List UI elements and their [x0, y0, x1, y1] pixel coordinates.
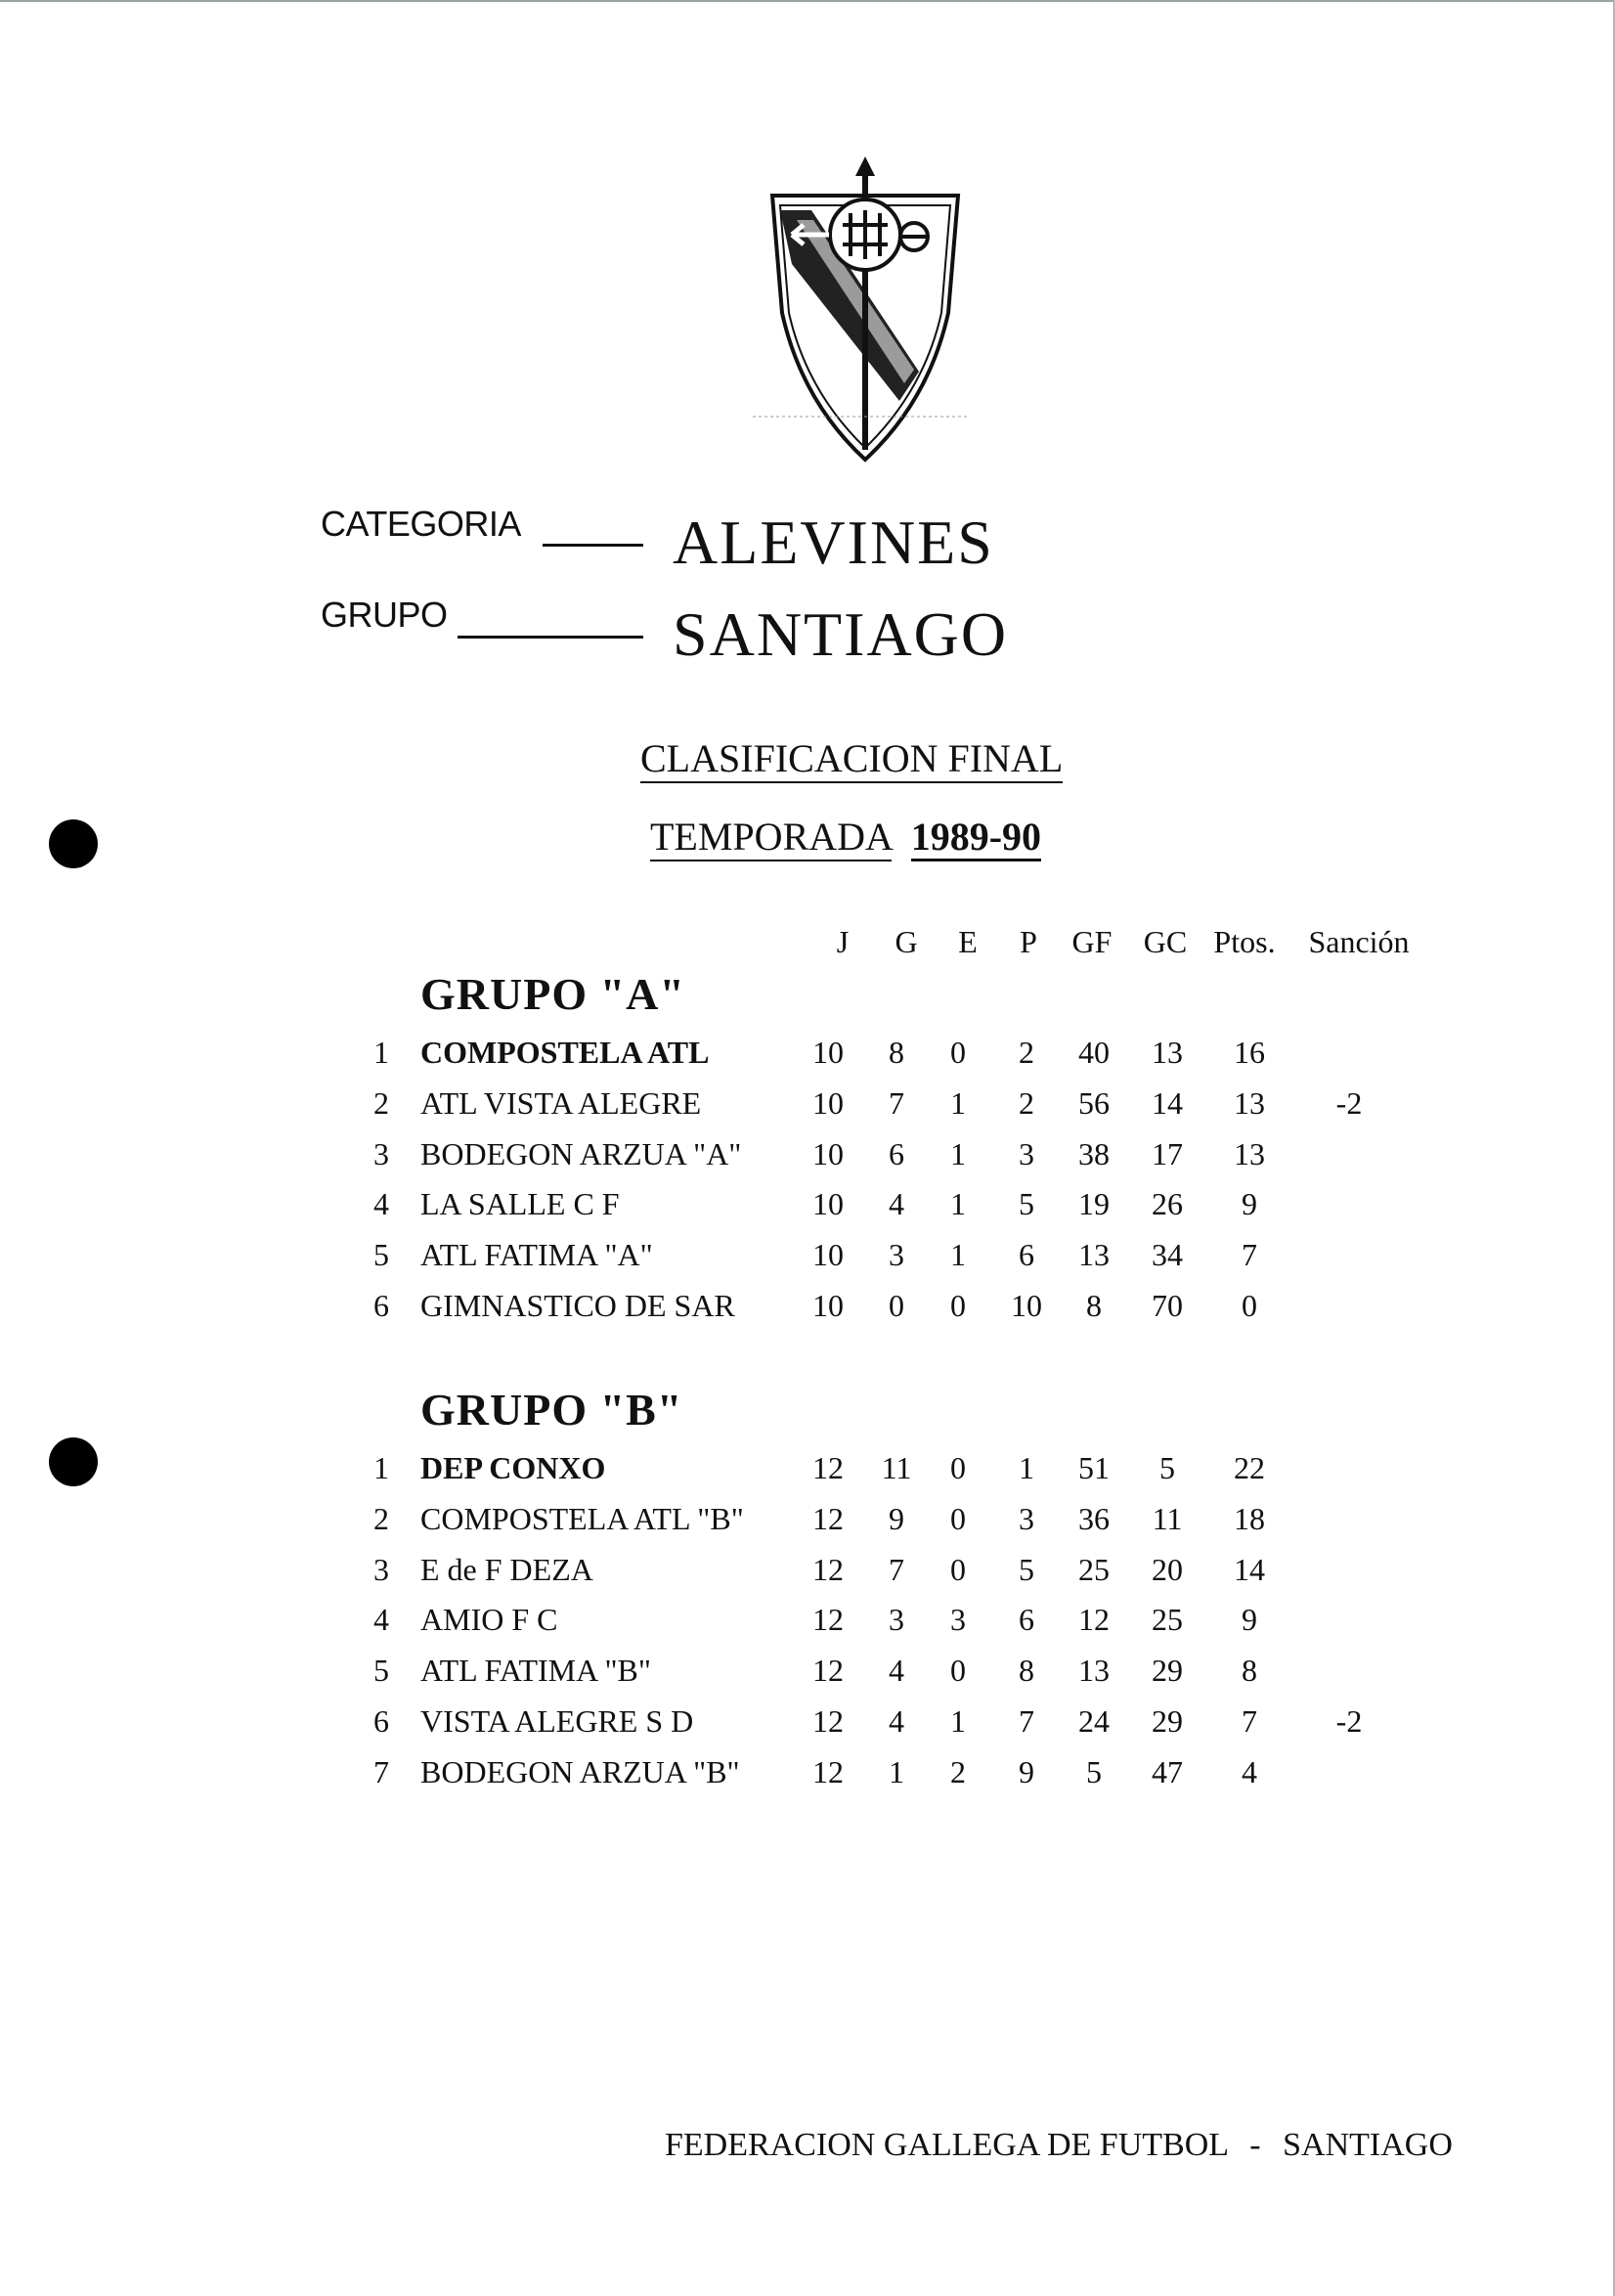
row-ptos: 14 — [1234, 1551, 1265, 1587]
table-row — [0, 1186, 1615, 1235]
row-team: GIMNASTICO DE SAR — [420, 1288, 735, 1323]
row-gc: 13 — [1152, 1035, 1183, 1070]
row-position: 2 — [373, 1500, 389, 1536]
row-e: 0 — [950, 1450, 966, 1485]
row-ptos: 4 — [1242, 1753, 1257, 1789]
row-gf: 51 — [1078, 1450, 1110, 1485]
row-j: 12 — [812, 1703, 844, 1739]
row-gf: 19 — [1078, 1186, 1110, 1222]
row-p: 6 — [1019, 1237, 1034, 1273]
col-head-ptos: Ptos. — [1213, 924, 1276, 959]
row-ptos: 9 — [1242, 1186, 1257, 1222]
row-j: 12 — [812, 1551, 844, 1587]
row-gf: 40 — [1078, 1035, 1110, 1070]
row-p: 6 — [1019, 1602, 1034, 1638]
col-head-sancion: Sanción — [1308, 924, 1410, 959]
table-row — [0, 1237, 1615, 1286]
row-p: 2 — [1019, 1035, 1034, 1070]
table-row — [0, 1136, 1615, 1185]
row-e: 0 — [950, 1500, 966, 1536]
categoria-value: ALEVINES — [673, 508, 994, 577]
row-position: 5 — [373, 1653, 389, 1689]
categoria-label: CATEGORIA — [321, 504, 521, 544]
row-p: 9 — [1019, 1753, 1034, 1789]
row-j: 10 — [812, 1135, 844, 1171]
row-e: 3 — [950, 1602, 966, 1638]
row-team: BODEGON ARZUA "A" — [420, 1135, 742, 1171]
table-row — [0, 1288, 1615, 1337]
row-gf: 24 — [1078, 1703, 1110, 1739]
classification-title-text: CLASIFICACION FINAL — [640, 736, 1063, 783]
row-gc: 5 — [1159, 1450, 1175, 1485]
table-row — [0, 1085, 1615, 1134]
season-value: 1989-90 — [911, 815, 1041, 861]
table-row — [0, 1602, 1615, 1651]
row-gf: 56 — [1078, 1084, 1110, 1121]
row-team: COMPOSTELA ATL — [420, 1035, 710, 1070]
row-gf: 5 — [1086, 1753, 1102, 1789]
row-gc: 17 — [1152, 1135, 1183, 1171]
row-gc: 14 — [1152, 1084, 1183, 1121]
row-sancion: -2 — [1335, 1703, 1363, 1739]
row-team: VISTA ALEGRE S D — [420, 1703, 694, 1739]
row-g: 11 — [881, 1450, 912, 1485]
row-j: 12 — [812, 1602, 844, 1638]
row-position: 1 — [373, 1450, 389, 1485]
row-e: 1 — [950, 1703, 966, 1739]
row-j: 12 — [812, 1450, 844, 1485]
row-gc: 34 — [1152, 1237, 1183, 1273]
row-sancion: -2 — [1335, 1084, 1363, 1121]
row-team: DEP CONXO — [420, 1450, 606, 1485]
season-line — [650, 814, 1041, 860]
grupo-label: GRUPO — [321, 595, 448, 635]
row-p: 5 — [1019, 1551, 1034, 1587]
row-e: 1 — [950, 1135, 966, 1171]
row-team: ATL VISTA ALEGRE — [420, 1084, 702, 1121]
row-g: 6 — [889, 1135, 904, 1171]
row-position: 7 — [373, 1753, 389, 1789]
row-p: 7 — [1019, 1703, 1034, 1739]
row-position: 3 — [373, 1135, 389, 1171]
row-e: 0 — [950, 1551, 966, 1587]
row-gf: 13 — [1078, 1653, 1110, 1689]
table-row — [0, 1552, 1615, 1601]
table-row — [0, 1703, 1615, 1752]
row-p: 3 — [1019, 1135, 1034, 1171]
page-edge-top — [0, 0, 1615, 2]
row-team: LA SALLE C F — [420, 1186, 620, 1222]
row-j: 10 — [812, 1237, 844, 1273]
punch-hole-top — [49, 819, 98, 868]
row-team: ATL FATIMA "A" — [420, 1237, 653, 1273]
row-p: 3 — [1019, 1500, 1034, 1536]
row-p: 8 — [1019, 1653, 1034, 1689]
row-p: 5 — [1019, 1186, 1034, 1222]
row-gc: 20 — [1152, 1551, 1183, 1587]
row-position: 4 — [373, 1602, 389, 1638]
classification-title — [640, 735, 1063, 781]
row-g: 3 — [889, 1602, 904, 1638]
row-team: ATL FATIMA "B" — [420, 1653, 651, 1689]
table-row — [0, 1035, 1615, 1083]
table-row — [0, 1501, 1615, 1550]
row-j: 12 — [812, 1753, 844, 1789]
group-a-title: GRUPO "A" — [420, 969, 685, 1019]
row-gc: 70 — [1152, 1288, 1183, 1323]
row-position: 6 — [373, 1703, 389, 1739]
temporada-label: TEMPORADA — [650, 815, 892, 861]
row-gf: 38 — [1078, 1135, 1110, 1171]
row-gc: 11 — [1152, 1500, 1183, 1536]
row-position: 3 — [373, 1551, 389, 1587]
footer-separator: - — [1249, 2127, 1261, 2163]
col-head-j: J — [836, 924, 850, 959]
federation-crest-icon — [753, 156, 978, 469]
row-team: AMIO F C — [420, 1602, 558, 1638]
row-ptos: 9 — [1242, 1602, 1257, 1638]
row-g: 7 — [889, 1551, 904, 1587]
row-g: 8 — [889, 1035, 904, 1070]
row-g: 3 — [889, 1237, 904, 1273]
row-gf: 25 — [1078, 1551, 1110, 1587]
row-gf: 8 — [1086, 1288, 1102, 1323]
row-j: 10 — [812, 1288, 844, 1323]
grupo-line — [458, 636, 643, 639]
row-position: 5 — [373, 1237, 389, 1273]
row-gc: 29 — [1152, 1653, 1183, 1689]
row-ptos: 16 — [1234, 1035, 1265, 1070]
row-p: 2 — [1019, 1084, 1034, 1121]
row-p: 1 — [1019, 1450, 1034, 1485]
footer-org: FEDERACION GALLEGA DE FUTBOL — [665, 2127, 1228, 2163]
row-g: 0 — [889, 1288, 904, 1323]
row-j: 10 — [812, 1035, 844, 1070]
row-ptos: 7 — [1242, 1703, 1257, 1739]
row-e: 0 — [950, 1035, 966, 1070]
row-ptos: 0 — [1242, 1288, 1257, 1323]
row-e: 0 — [950, 1653, 966, 1689]
row-e: 1 — [950, 1237, 966, 1273]
row-gf: 12 — [1078, 1602, 1110, 1638]
row-e: 2 — [950, 1753, 966, 1789]
row-gc: 29 — [1152, 1703, 1183, 1739]
row-gc: 25 — [1152, 1602, 1183, 1638]
row-e: 0 — [950, 1288, 966, 1323]
table-row — [0, 1653, 1615, 1701]
row-gf: 13 — [1078, 1237, 1110, 1273]
row-position: 1 — [373, 1035, 389, 1070]
row-ptos: 8 — [1242, 1653, 1257, 1689]
row-e: 1 — [950, 1084, 966, 1121]
row-ptos: 13 — [1234, 1135, 1265, 1171]
row-g: 4 — [889, 1703, 904, 1739]
categoria-line — [543, 544, 643, 547]
grupo-value: SANTIAGO — [673, 599, 1009, 669]
row-position: 4 — [373, 1186, 389, 1222]
col-head-p: P — [1020, 924, 1037, 959]
col-head-gc: GC — [1143, 924, 1188, 959]
footer-city: SANTIAGO — [1283, 2127, 1453, 2163]
row-g: 1 — [889, 1753, 904, 1789]
group-b-title: GRUPO "B" — [420, 1385, 683, 1435]
row-ptos: 13 — [1234, 1084, 1265, 1121]
row-g: 4 — [889, 1653, 904, 1689]
table-row — [0, 1450, 1615, 1499]
row-team: COMPOSTELA ATL "B" — [420, 1500, 744, 1536]
row-gc: 47 — [1152, 1753, 1183, 1789]
col-head-e: E — [958, 924, 978, 959]
row-gf: 36 — [1078, 1500, 1110, 1536]
row-position: 6 — [373, 1288, 389, 1323]
row-gc: 26 — [1152, 1186, 1183, 1222]
row-e: 1 — [950, 1186, 966, 1222]
row-j: 12 — [812, 1653, 844, 1689]
row-position: 2 — [373, 1084, 389, 1121]
row-g: 7 — [889, 1084, 904, 1121]
row-g: 4 — [889, 1186, 904, 1222]
row-j: 10 — [812, 1186, 844, 1222]
col-head-g: G — [895, 924, 918, 959]
row-ptos: 22 — [1234, 1450, 1265, 1485]
row-p: 10 — [1011, 1288, 1042, 1323]
footer — [665, 2127, 1453, 2164]
row-ptos: 18 — [1234, 1500, 1265, 1536]
col-head-gf: GF — [1071, 924, 1113, 959]
row-j: 10 — [812, 1084, 844, 1121]
row-g: 9 — [889, 1500, 904, 1536]
row-j: 12 — [812, 1500, 844, 1536]
row-team: BODEGON ARZUA "B" — [420, 1753, 740, 1789]
table-row — [0, 1754, 1615, 1803]
row-team: E de F DEZA — [420, 1551, 593, 1587]
row-ptos: 7 — [1242, 1237, 1257, 1273]
